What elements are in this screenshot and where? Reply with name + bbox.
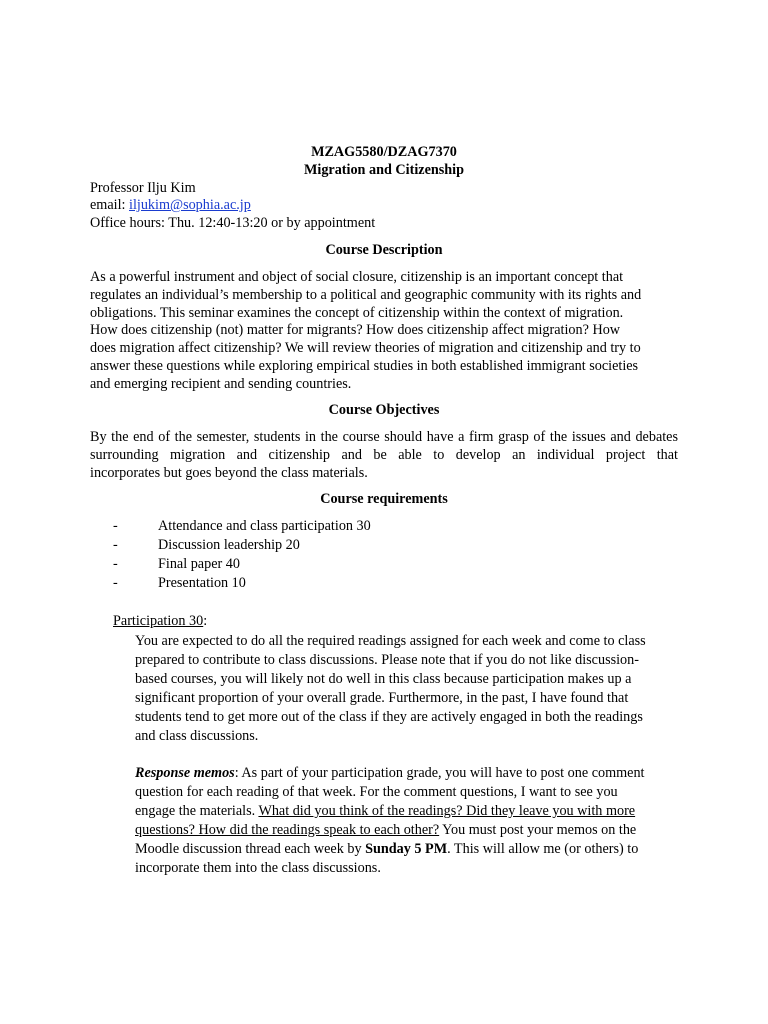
paragraph-line: and class discussions. <box>135 727 259 744</box>
paragraph-line: regulates an individual’s membership to a political and geographic community with its rights and <box>90 286 642 303</box>
response-memos-label: Response memos <box>135 765 235 781</box>
memo-underlined-text: questions? How did the readings speak to each other? <box>135 821 440 838</box>
course-objectives-heading: Course Objectives <box>328 402 440 418</box>
memo-text: You must post your memos on the <box>439 821 637 838</box>
participation-colon: : <box>203 613 208 629</box>
paragraph-line: You are expected to do all the required readings assigned for each week and come to class <box>135 633 646 649</box>
response-memos-paragraph <box>135 764 680 877</box>
requirement-text: Final paper 40 <box>158 556 240 572</box>
email-label: email: <box>90 197 130 213</box>
instructor-email-line <box>90 197 678 215</box>
paragraph-line: surrounding migration and citizenship and be able to develop an individual project that <box>90 446 678 463</box>
paragraph-line: As a powerful instrument and object of social closure, citizenship is an important concept that <box>90 269 624 285</box>
bullet-dash: - <box>113 556 118 572</box>
paragraph-line: based courses, you will likely not do well in this class because participation makes up a <box>135 670 632 687</box>
memo-text: engage the materials. <box>135 802 259 819</box>
office-hours: Office hours: Thu. 12:40-13:20 or by appointment <box>90 215 376 231</box>
paragraph-line: does migration affect citizenship? We will review theories of migration and citizenship and try to <box>90 340 641 357</box>
paragraph-line: incorporate them into the class discussions. <box>135 859 381 876</box>
paragraph-line: and emerging recipient and sending countries. <box>90 375 352 392</box>
paragraph-line: prepared to contribute to class discussions. Please note that if you do not like discussion- <box>135 651 639 668</box>
memo-underlined-text: What did you think of the readings? Did they leave you with more <box>258 802 636 819</box>
paragraph-line <box>135 821 680 840</box>
course-title: Migration and Citizenship <box>303 162 465 178</box>
course-objectives-paragraph <box>90 429 678 482</box>
memo-text: . This will allow me (or others) to <box>447 840 639 857</box>
paragraph-line: significant proportion of your overall grade. Furthermore, in the past, I have found that <box>135 689 629 706</box>
memo-text: : As part of your participation grade, you will have to post one comment <box>234 765 645 781</box>
paragraph-line: question for each reading of that week. For the comment questions, I want to see you <box>135 783 618 800</box>
participation-heading-text: Participation 30 <box>113 613 204 629</box>
list-item <box>113 518 673 537</box>
course-requirements-heading: Course requirements <box>320 491 448 507</box>
participation-paragraph <box>135 632 680 745</box>
course-description-paragraph <box>90 269 678 394</box>
list-item <box>113 537 673 556</box>
course-code: MZAG5580/DZAG7370 <box>311 144 457 160</box>
paragraph-line: How does citizenship (not) matter for migrants? How does citizenship affect migration? How <box>90 322 621 339</box>
requirement-text: Discussion leadership 20 <box>158 537 300 553</box>
requirements-list <box>113 518 673 594</box>
instructor-name: Professor Ilju Kim <box>90 180 196 196</box>
course-description-heading: Course Description <box>325 242 443 258</box>
bullet-dash: - <box>113 537 118 553</box>
memo-text: Moodle discussion thread each week by <box>135 840 366 857</box>
paragraph-line: incorporates but goes beyond the class materials. <box>90 464 368 481</box>
email-link[interactable]: iljukim@sophia.ac.jp <box>129 197 251 213</box>
requirement-text: Presentation 10 <box>158 575 246 591</box>
paragraph-line: obligations. This seminar examines the concept of citizenship within the context of migration. <box>90 304 624 321</box>
bullet-dash: - <box>113 518 118 534</box>
paragraph-line: answer these questions while exploring empirical studies in both established immigrant societies <box>90 357 639 374</box>
deadline-text: Sunday 5 PM <box>365 840 448 857</box>
paragraph-line <box>135 764 680 783</box>
paragraph-line: students tend to get more out of the class if they are actively engaged in both the readings <box>135 708 643 725</box>
list-item <box>113 575 673 594</box>
list-item <box>113 556 673 575</box>
paragraph-line: By the end of the semester, students in the course should have a firm grasp of the issues and debates <box>90 429 678 445</box>
participation-heading <box>113 613 207 631</box>
paragraph-line <box>135 802 680 821</box>
bullet-dash: - <box>113 575 118 591</box>
requirement-text: Attendance and class participation 30 <box>158 518 371 534</box>
paragraph-line <box>135 840 680 859</box>
